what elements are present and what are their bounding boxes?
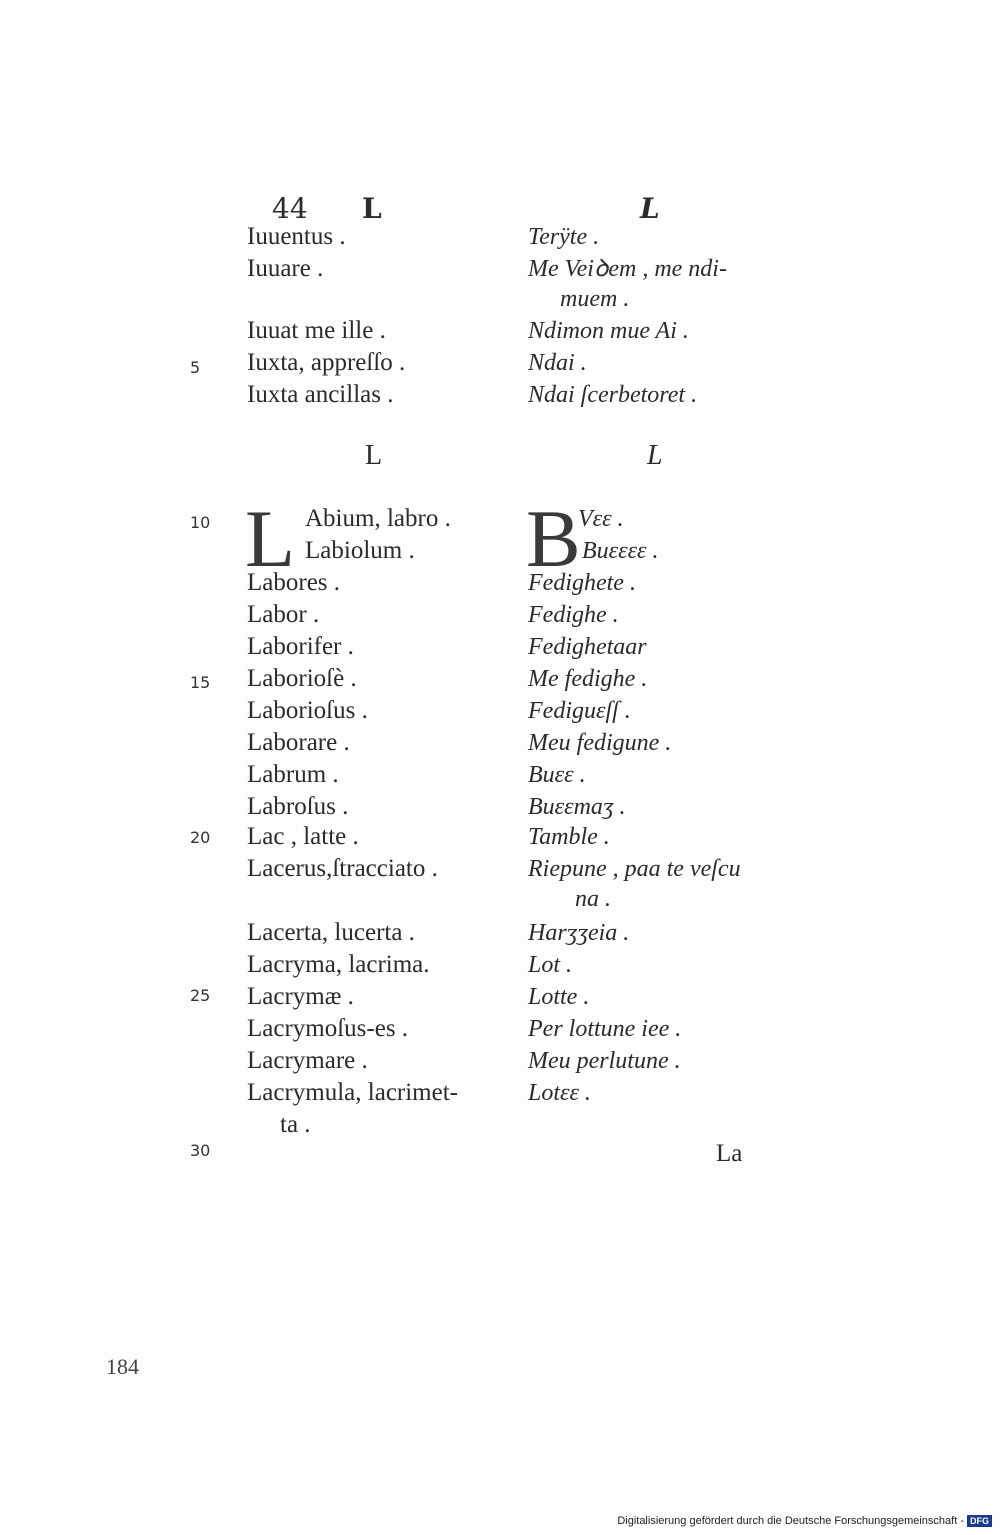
albanian-entry: Fedighetaar bbox=[528, 634, 647, 660]
albanian-entry: Fedighe . bbox=[528, 602, 619, 628]
latin-entry: Laborare . bbox=[247, 729, 350, 756]
latin-entry: Laborioſè . bbox=[247, 665, 357, 692]
albanian-entry: Buεε . bbox=[528, 762, 586, 788]
albanian-entry: Lotte . bbox=[528, 984, 590, 1010]
latin-entry: Iuuare . bbox=[247, 255, 324, 282]
albanian-entry: Per lottune iee . bbox=[528, 1016, 682, 1042]
albanian-entry: Meu perlutune . bbox=[528, 1048, 681, 1074]
drop-capital-right: B bbox=[526, 493, 581, 584]
dfg-logo-icon: DFG bbox=[967, 1515, 992, 1527]
line-number: 20 bbox=[190, 828, 211, 847]
latin-entry: Laborifer . bbox=[247, 633, 354, 660]
albanian-entry: Vεε . bbox=[578, 506, 624, 532]
latin-entry: Iuxta ancillas . bbox=[247, 381, 394, 408]
page-number: 44 bbox=[272, 192, 308, 225]
header-letter-left: L bbox=[362, 192, 382, 225]
albanian-entry: Lot . bbox=[528, 952, 573, 978]
section-letter-right: L bbox=[647, 440, 663, 471]
latin-entry: Labrum . bbox=[247, 761, 339, 788]
digitization-footer bbox=[617, 1515, 992, 1527]
albanian-entry: Ndai . bbox=[528, 350, 587, 376]
albanian-entry: Riepune , paa te veſcu bbox=[528, 856, 741, 882]
latin-entry: Lacerta, lucerta . bbox=[247, 919, 415, 946]
line-number: 25 bbox=[190, 986, 211, 1005]
latin-entry: Labiolum . bbox=[305, 537, 415, 564]
albanian-entry-continuation: muem . bbox=[560, 286, 630, 312]
latin-entry: Lacrymæ . bbox=[247, 983, 354, 1010]
albanian-entry: Meu fedigune . bbox=[528, 730, 672, 756]
header-letter-right: L bbox=[640, 192, 660, 225]
latin-entry: Abium, labro . bbox=[305, 505, 451, 532]
latin-entry: Labor . bbox=[247, 601, 320, 628]
latin-entry-continuation: ta . bbox=[280, 1111, 311, 1138]
albanian-entry: Ndai ſcerbetoret . bbox=[528, 382, 698, 408]
latin-entry: Iuxta, appreſſo . bbox=[247, 349, 406, 376]
albanian-entry: Me fedighe . bbox=[528, 666, 648, 692]
section-letter-left: L bbox=[365, 440, 383, 471]
drop-capital-left: L bbox=[245, 493, 296, 584]
latin-entry: Lac , latte . bbox=[247, 823, 359, 850]
folio-number: 184 bbox=[106, 1354, 139, 1379]
line-number: 30 bbox=[190, 1141, 211, 1160]
albanian-entry: Harʒʒeia . bbox=[528, 920, 630, 946]
albanian-entry: Ndimon mue Ai . bbox=[528, 318, 689, 344]
line-number: 10 bbox=[190, 513, 211, 532]
latin-entry: Labroſus . bbox=[247, 793, 349, 820]
latin-entry: Lacrymare . bbox=[247, 1047, 368, 1074]
catchword: La bbox=[716, 1140, 743, 1167]
latin-entry: Labores . bbox=[247, 569, 341, 596]
latin-entry: Lacerus,ſtracciato . bbox=[247, 855, 438, 882]
footer-text: Digitalisierung gefördert durch die Deutsche Forschungsgemeinschaft - bbox=[617, 1515, 964, 1527]
albanian-entry: Fediguεſſ . bbox=[528, 698, 631, 724]
albanian-entry: Me Veiꝺem , me ndi- bbox=[528, 256, 727, 282]
latin-entry: Iuuentus . bbox=[247, 223, 346, 250]
albanian-entry: Buεεεε . bbox=[582, 538, 659, 564]
line-number: 15 bbox=[190, 673, 211, 692]
albanian-entry: Tamble . bbox=[528, 824, 610, 850]
albanian-entry: Terÿte . bbox=[528, 224, 600, 250]
latin-entry: Iuuat me ille . bbox=[247, 317, 386, 344]
albanian-entry: Buεεmaʒ . bbox=[528, 794, 626, 820]
latin-entry: Lacryma, lacrima. bbox=[247, 951, 430, 978]
line-number: 5 bbox=[190, 358, 201, 377]
albanian-entry: Fedighete . bbox=[528, 570, 636, 596]
latin-entry: Lacrymoſus-es . bbox=[247, 1015, 409, 1042]
albanian-entry-continuation: na . bbox=[575, 886, 611, 912]
latin-entry: Laborioſus . bbox=[247, 697, 368, 724]
albanian-entry: Lotεε . bbox=[528, 1080, 591, 1106]
latin-entry: Lacrymula, lacrimet- bbox=[247, 1079, 458, 1106]
